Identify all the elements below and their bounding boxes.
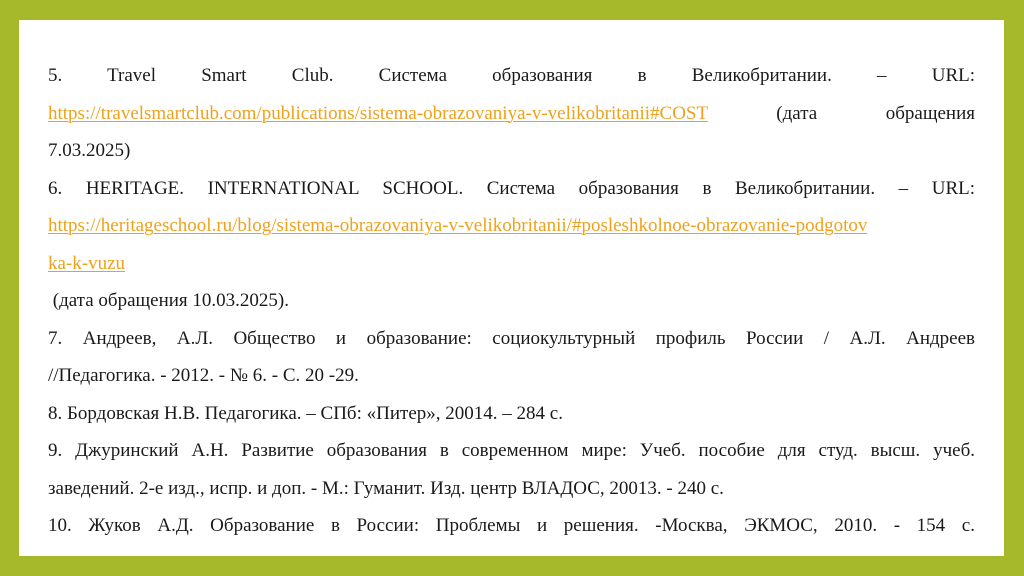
- reference-6-line-1: 6. HERITAGE. INTERNATIONAL SCHOOL. Система образования в Великобритании. – URL:: [48, 177, 975, 199]
- reference-item-5: [48, 57, 975, 170]
- content-panel: [19, 20, 1004, 556]
- reference-7-line-2: //Педагогика. - 2012. - № 6. - С. 20 -29.: [48, 365, 359, 386]
- reference-5-after-url: (дата обращения: [707, 102, 975, 124]
- reference-6-url-line-1: [48, 207, 975, 245]
- reference-item-10: [48, 507, 975, 545]
- reference-8-line-1: 8. Бордовская Н.В. Педагогика. – СПб: «Питер», 20014. – 284 с.: [48, 402, 563, 424]
- reference-5-line-2: [48, 95, 975, 133]
- reference-6-url-link-continued[interactable]: ka-k-vuzu: [48, 252, 126, 274]
- reference-item-7: [48, 320, 975, 395]
- reference-10-line-1: 10. Жуков А.Д. Образование в России: Проблемы и решения. -Москва, ЭКМОС, 2010. - 154 с.: [48, 515, 975, 536]
- reference-9-line-1: 9. Джуринский А.Н. Развитие образования в современном мире: Учеб. пособие для студ. высш. учеб.: [48, 440, 975, 461]
- reference-item-8: [48, 395, 975, 433]
- reference-list: [48, 57, 975, 545]
- reference-item-6: [48, 170, 975, 320]
- reference-6-url-link[interactable]: https://heritageschool.ru/blog/sistema-obrazovaniya-v-velikobritanii/#posleshkolnoe-obrazovanie-podgotov: [48, 215, 868, 236]
- reference-9-line-2: заведений. 2-е изд., испр. и доп. - М.: Гуманит. Изд. центр ВЛАДОС, 20013. - 240 с.: [48, 477, 724, 499]
- reference-7-line-1: 7. Андреев, А.Л. Общество и образование: социокультурный профиль России / А.Л. Андреев: [48, 327, 975, 349]
- reference-6-url-line-2: [48, 245, 975, 283]
- reference-item-9: [48, 432, 975, 507]
- reference-5-url-link[interactable]: https://travelsmartclub.com/publications/sistema-obrazovaniya-v-velikobritanii#COST: [48, 102, 708, 124]
- reference-5-line-1: 5. Travel Smart Club. Система образования в Великобритании. – URL:: [48, 65, 975, 86]
- reference-6-access-date: (дата обращения 10.03.2025).: [48, 290, 289, 311]
- reference-5-line-3: 7.03.2025): [48, 140, 131, 161]
